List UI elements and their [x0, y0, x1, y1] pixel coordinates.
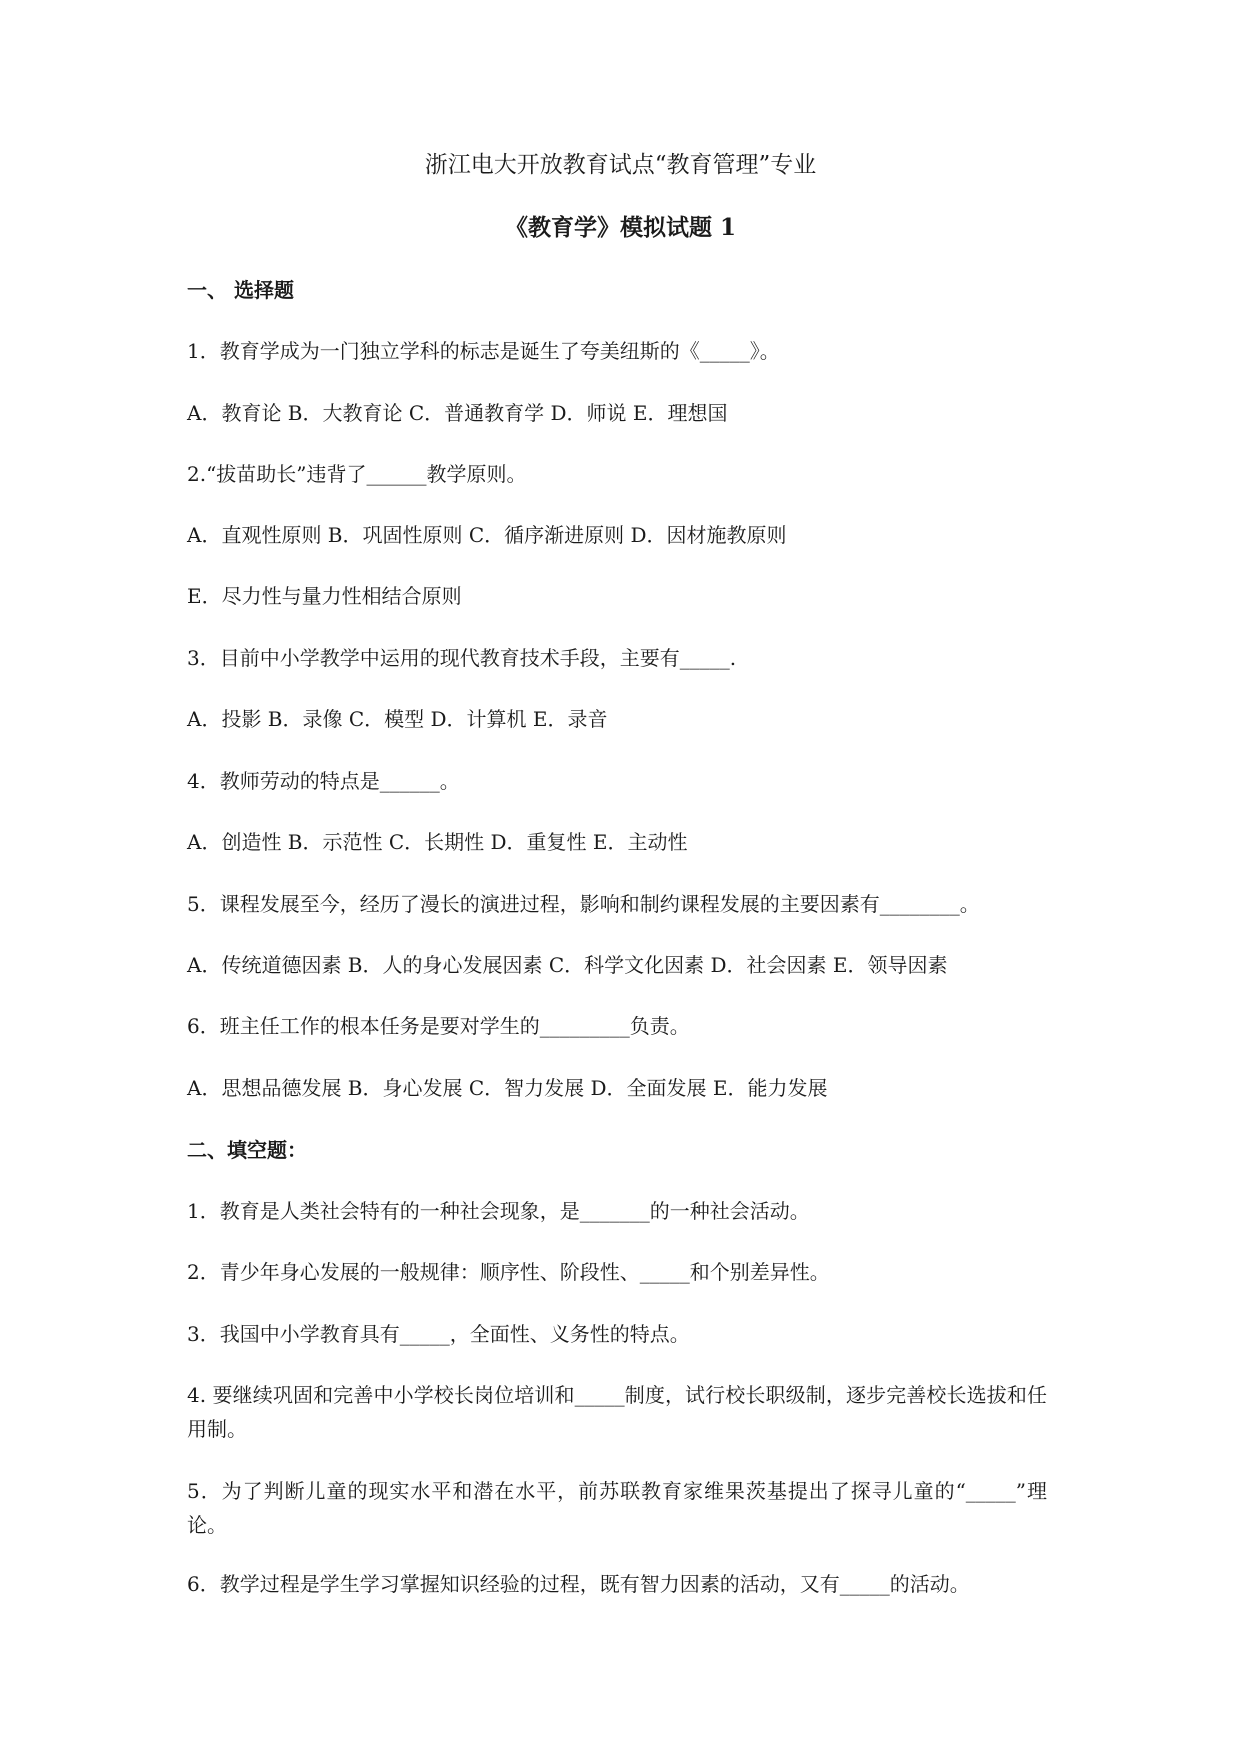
section-heading-fill: 二、填空题： [187, 1138, 307, 1162]
question-2-options: A．直观性原则 B．巩固性原则 C．循序渐进原则 D．因材施教原则 [187, 523, 787, 547]
question-3: 3．目前中小学教学中运用的现代教育技术手段，主要有_____. [187, 646, 737, 670]
question-6: 6．班主任工作的根本任务是要对学生的_________负责。 [187, 1014, 690, 1038]
fill-question-2: 2．青少年身心发展的一般规律：顺序性、阶段性、_____和个别差异性。 [187, 1260, 830, 1284]
question-5: 5．课程发展至今，经历了漫长的演进过程，影响和制约课程发展的主要因素有________。 [187, 892, 980, 916]
document-subtitle: 《教育学》模拟试题 1 [504, 214, 736, 241]
fill-question-1: 1．教育是人类社会特有的一种社会现象，是_______的一种社会活动。 [187, 1199, 810, 1223]
question-4-options: A．创造性 B．示范性 C．长期性 D．重复性 E．主动性 [187, 830, 688, 854]
question-2: 2.“拔苗助长”违背了______教学原则。 [187, 462, 527, 486]
document-title: 浙江电大开放教育试点“教育管理”专业 [424, 152, 817, 178]
fill-question-4: 4. 要继续巩固和完善中小学校长岗位培训和_____制度，试行校长职级制，逐步完善校长选拔和任用制。 [187, 1383, 1047, 1441]
fill-question-5: 5．为了判断儿童的现实水平和潜在水平，前苏联教育家维果茨基提出了探寻儿童的“_____”理论。 [187, 1479, 1047, 1537]
fill-question-3: 3．我国中小学教育具有_____，全面性、义务性的特点。 [187, 1322, 690, 1346]
question-6-options: A．思想品德发展 B．身心发展 C．智力发展 D．全面发展 E．能力发展 [187, 1076, 828, 1100]
fill-question-6: 6．教学过程是学生学习掌握知识经验的过程，既有智力因素的活动，又有_____的活动。 [187, 1572, 970, 1596]
question-5-options: A．传统道德因素 B．人的身心发展因素 C．科学文化因素 D．社会因素 E．领导因素 [187, 953, 948, 977]
question-3-options: A．投影 B．录像 C．模型 D．计算机 E．录音 [187, 707, 608, 731]
question-2-options-cont: E．尽力性与量力性相结合原则 [187, 584, 462, 608]
question-4: 4．教师劳动的特点是______。 [187, 769, 460, 793]
question-1-options: A．教育论 B．大教育论 C．普通教育学 D．师说 E．理想国 [187, 401, 728, 425]
section-heading-choice: 一、 选择题 [187, 278, 294, 302]
question-1: 1．教育学成为一门独立学科的标志是诞生了夸美纽斯的《_____》。 [187, 339, 780, 363]
